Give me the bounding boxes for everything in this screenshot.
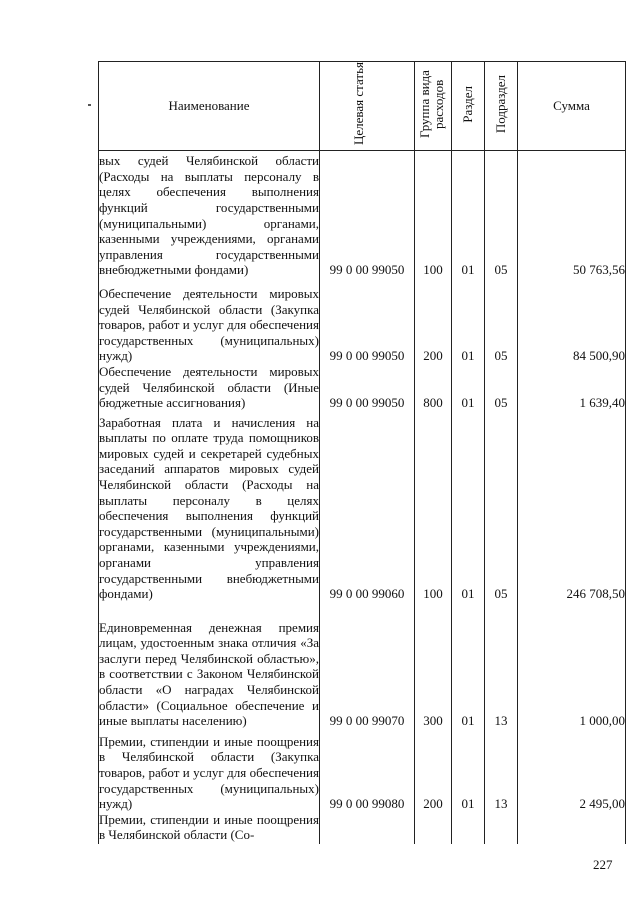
- row-group: 300: [415, 602, 452, 729]
- row-name: Обеспечение деятельности мировых судей Челябинской области (Иные бюджетные ассигнования): [99, 364, 319, 411]
- scan-speck: [88, 104, 91, 106]
- row-sum: 1 000,00: [518, 602, 626, 729]
- table-header-row: [99, 62, 626, 151]
- row-name: Премии, стипендии и иные поощрения в Челябинской области (Со-: [99, 811, 319, 843]
- row-subsection: 13: [485, 729, 518, 812]
- row-sum: 1 639,40: [518, 364, 626, 411]
- header-name: Наименование: [99, 62, 320, 151]
- row-section: 01: [452, 278, 485, 364]
- row-sum: 50 763,56: [518, 151, 626, 279]
- row-sum: [518, 812, 626, 844]
- row-subsection: [485, 812, 518, 844]
- row-article: 99 0 00 99080: [320, 729, 415, 812]
- row-section: 01: [452, 729, 485, 812]
- row-section: 01: [452, 151, 485, 279]
- row-subsection: 05: [485, 151, 518, 279]
- row-article: 99 0 00 99050: [320, 278, 415, 364]
- page-number: 227: [593, 857, 613, 872]
- row-group: [415, 812, 452, 844]
- table-row: [99, 812, 626, 844]
- table-row: [99, 602, 626, 729]
- row-sum: 84 500,90: [518, 278, 626, 364]
- row-subsection: 05: [485, 411, 518, 602]
- row-subsection: 05: [485, 364, 518, 411]
- row-name: Премии, стипендии и иные поощрения в Челябинской области (Закупка товаров, работ и услуг для обеспечения государственных (муниципальных) нужд): [99, 729, 320, 812]
- row-article: 99 0 00 99060: [320, 411, 415, 602]
- row-section: 01: [452, 411, 485, 602]
- table-row: [99, 729, 626, 812]
- row-sum: 246 708,50: [518, 411, 626, 602]
- row-article: [320, 812, 415, 844]
- row-section: [452, 812, 485, 844]
- header-section: Раздел: [452, 62, 485, 151]
- header-expense-group: Группа вида расходов: [415, 62, 452, 151]
- row-group: 200: [415, 278, 452, 364]
- table-row: [99, 278, 626, 364]
- header-target-article: Целевая статья: [320, 62, 415, 151]
- row-name: Обеспечение деятельности мировых судей Челябинской области (Закупка товаров, работ и услуг для обеспечения государственных (муниципальных) нужд): [99, 278, 320, 364]
- row-group: 100: [415, 151, 452, 279]
- budget-table: [98, 61, 626, 844]
- table-row: [99, 151, 626, 279]
- row-name: Заработная плата и начисления на выплаты по оплате труда помощников мировых судей и секретарей судебных заседаний аппаратов мировых судей Челябинской области (Расходы на выплаты персоналу в целях обеспечения выполнения функций государственными (муниципальными) органами, казенными учреждениями, органами управления государственными внебюджетными фондами): [99, 411, 320, 602]
- row-article: 99 0 00 99050: [320, 151, 415, 279]
- row-group: 200: [415, 729, 452, 812]
- row-section: 01: [452, 602, 485, 729]
- row-sum: 2 495,00: [518, 729, 626, 812]
- row-name: вых судей Челябинской области (Расходы на выплаты персоналу в целях обеспечения выполнения функций государственными (муниципальными) органами, казенными учреждениями, органами управления государственными внебюджетными фондами): [99, 151, 320, 279]
- row-name: Единовременная денежная премия лицам, удостоенным знака отличия «За заслуги перед Челябинской областью», в соответствии с Законом Челябинской области «О наградах Челябинской области» (Социальное обеспечение и иные выплаты населению): [99, 602, 320, 729]
- row-group: 100: [415, 411, 452, 602]
- table-row: [99, 364, 626, 411]
- row-article: 99 0 00 99050: [320, 364, 415, 411]
- row-group: 800: [415, 364, 452, 411]
- table-row: [99, 411, 626, 602]
- row-section: 01: [452, 364, 485, 411]
- row-subsection: 13: [485, 602, 518, 729]
- header-subsection: Подраздел: [485, 62, 518, 151]
- row-article: 99 0 00 99070: [320, 602, 415, 729]
- header-sum: Сумма: [518, 62, 626, 151]
- row-subsection: 05: [485, 278, 518, 364]
